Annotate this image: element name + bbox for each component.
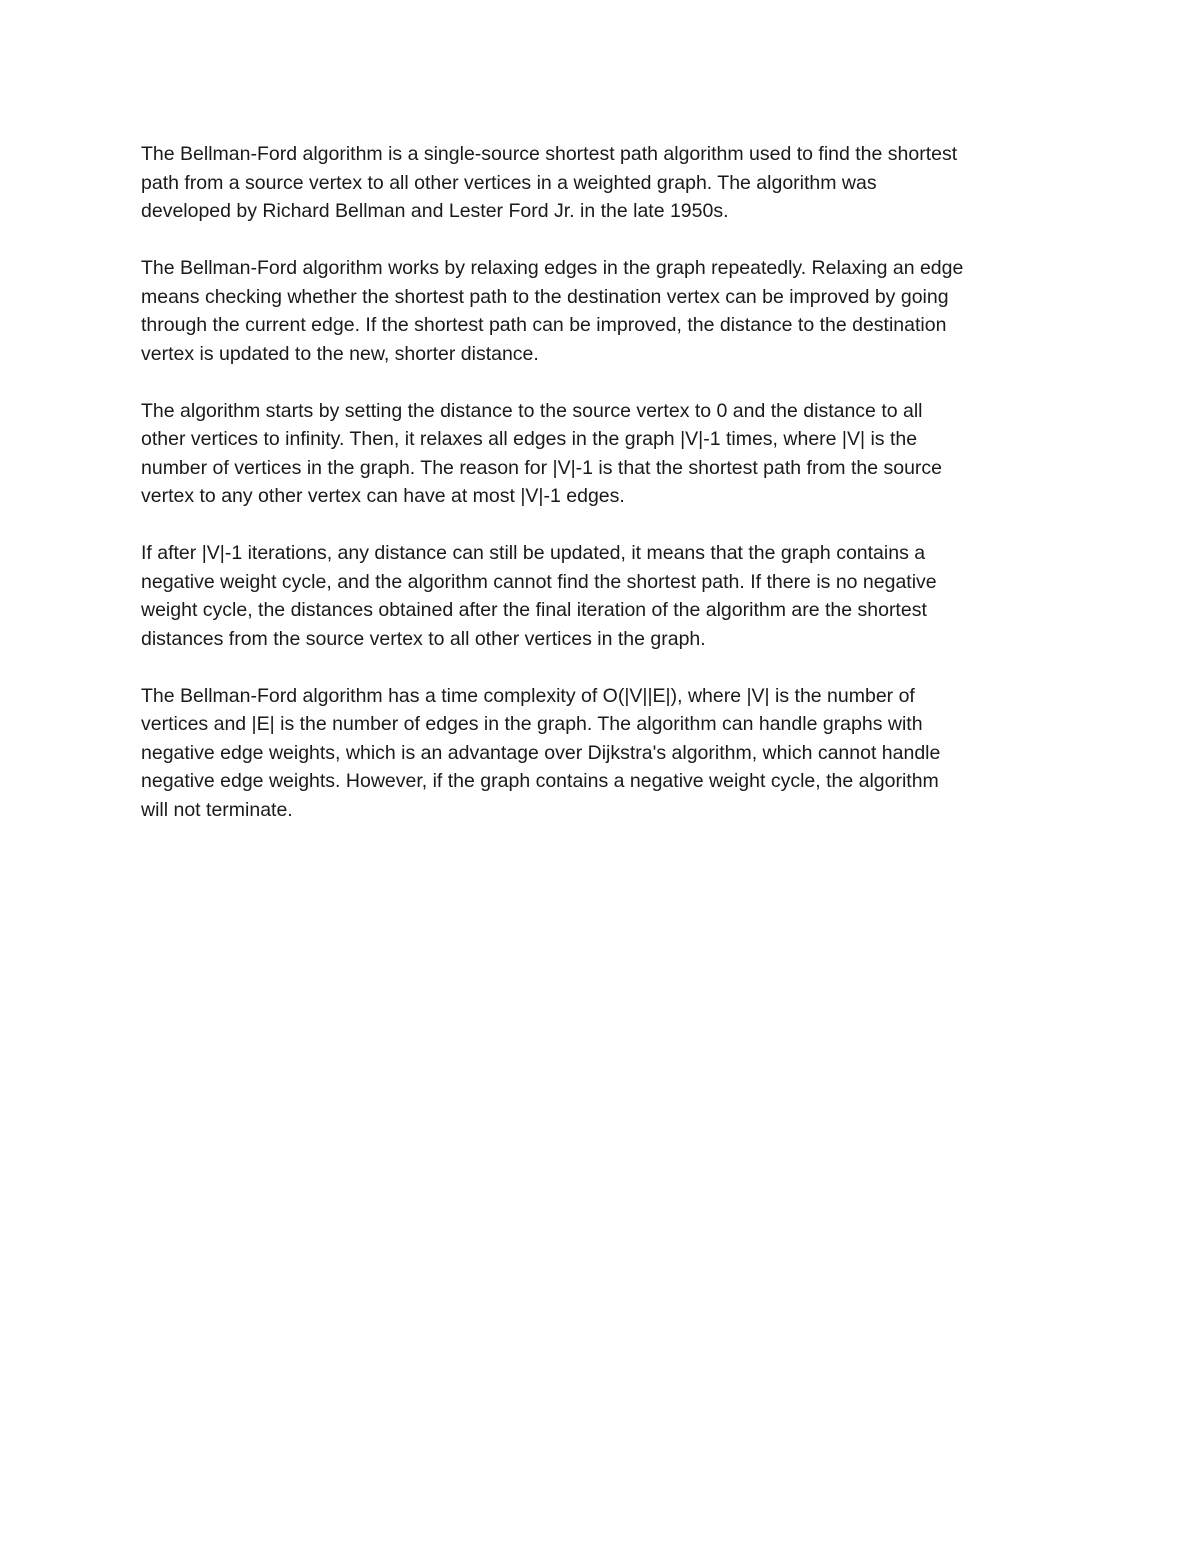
text-line: developed by Richard Bellman and Lester Ford Jr. in the late 1950s. <box>141 200 729 222</box>
text-line: negative edge weights. However, if the graph contains a negative weight cycle, the algorithm <box>141 770 939 792</box>
text-line: other vertices to infinity. Then, it relaxes all edges in the graph |V|-1 times, where |V| is the <box>141 428 918 450</box>
paragraph-relaxation <box>141 254 1061 368</box>
text-line: The algorithm starts by setting the distance to the source vertex to 0 and the distance to all <box>141 399 923 422</box>
paragraph-intro <box>141 140 1061 226</box>
text-line: through the current edge. If the shortest path can be improved, the distance to the destination <box>141 314 947 336</box>
paragraph-negative-cycle <box>141 539 1061 653</box>
text-line: vertex is updated to the new, shorter distance. <box>141 342 539 365</box>
text-line: weight cycle, the distances obtained after the final iteration of the algorithm are the shortest <box>141 599 927 621</box>
text-line: The Bellman-Ford algorithm works by relaxing edges in the graph repeatedly. Relaxing an edge <box>141 257 964 279</box>
text-line: The Bellman-Ford algorithm is a single-source shortest path algorithm used to find the shortest <box>141 143 958 165</box>
text-line: will not terminate. <box>141 798 293 821</box>
paragraph-initialization <box>141 397 1061 511</box>
text-line: number of vertices in the graph. The reason for |V|-1 is that the shortest path from the source <box>141 456 943 479</box>
text-line: vertices and |E| is the number of edges in the graph. The algorithm can handle graphs with <box>141 713 923 735</box>
text-line: negative weight cycle, and the algorithm cannot find the shortest path. If there is no negative <box>141 570 937 593</box>
text-line: vertex to any other vertex can have at most |V|-1 edges. <box>141 485 625 507</box>
text-line: means checking whether the shortest path to the destination vertex can be improved by going <box>141 285 949 308</box>
text-line: distances from the source vertex to all other vertices in the graph. <box>141 627 706 650</box>
text-line: negative edge weights, which is an advantage over Dijkstra's algorithm, which cannot handle <box>141 741 941 764</box>
paragraph-complexity <box>141 682 1061 825</box>
text-line: The Bellman-Ford algorithm has a time complexity of O(|V||E|), where |V| is the number of <box>141 684 915 707</box>
text-line: path from a source vertex to all other vertices in a weighted graph. The algorithm was <box>141 171 877 194</box>
document-body <box>141 140 1061 853</box>
text-line: If after |V|-1 iterations, any distance can still be updated, it means that the graph contains a <box>141 542 926 564</box>
